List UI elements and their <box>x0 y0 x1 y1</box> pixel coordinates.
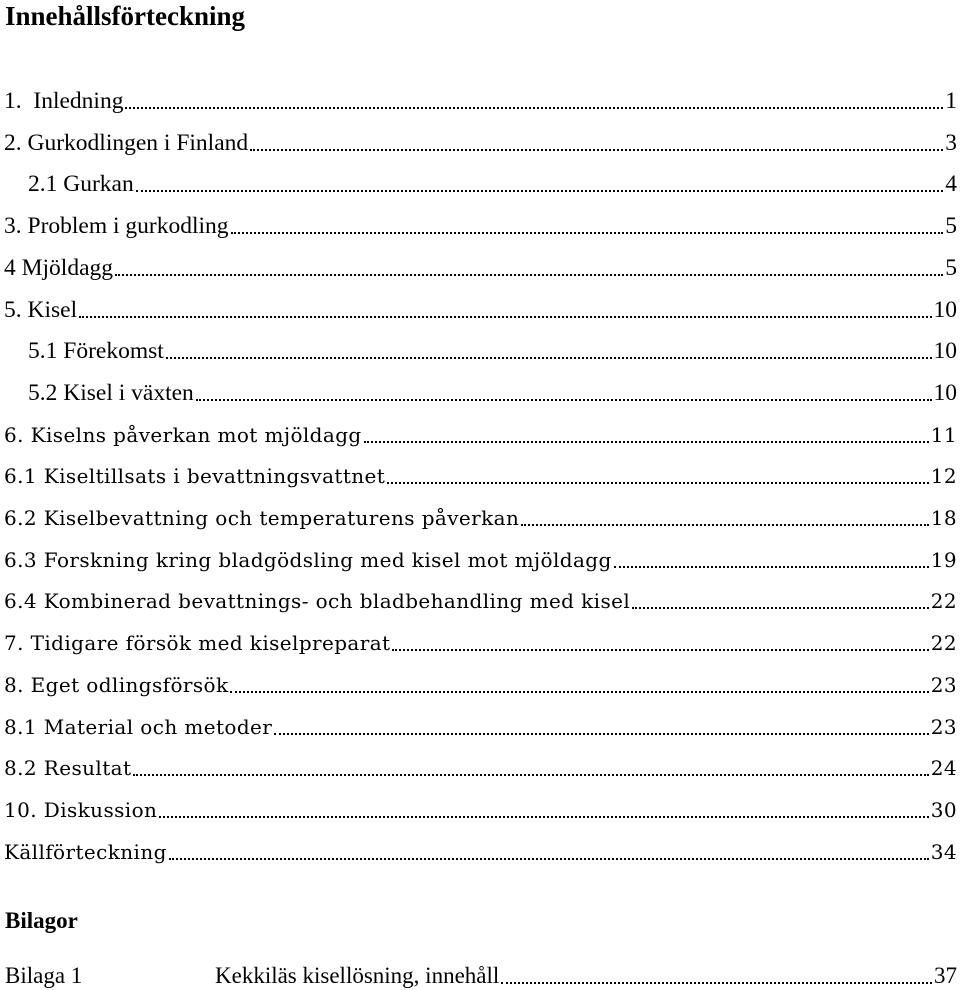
toc-entry[interactable] <box>0 492 957 532</box>
toc-entry-label: 6.3 Forskning kring bladgödsling med kisel mot mjöldagg <box>4 547 612 572</box>
dot-leader <box>521 523 928 526</box>
dot-leader <box>392 648 928 651</box>
toc-entry-label: 6.4 Kombinerad bevattnings- och bladbehandling med kisel <box>4 589 631 614</box>
toc-entry[interactable] <box>0 200 957 240</box>
toc-entry-label: 10. Diskussion <box>4 797 158 822</box>
toc-page-number: 12 <box>930 464 957 489</box>
toc-entry[interactable] <box>0 409 957 449</box>
dot-leader <box>632 606 929 609</box>
toc-page-number: 4 <box>945 171 957 198</box>
dot-leader <box>136 189 944 192</box>
dot-leader <box>115 273 943 276</box>
dot-leader <box>230 690 928 693</box>
appendix-entry <box>5 960 957 990</box>
toc-entry[interactable] <box>0 742 957 782</box>
toc-page-number: 10 <box>933 338 957 365</box>
dot-leader <box>79 315 931 318</box>
dot-leader <box>166 356 932 359</box>
dot-leader <box>387 481 929 484</box>
toc-page-number: 10 <box>933 379 957 406</box>
toc-entry-label: 6.1 Kiseltillsats i bevattningsvattnet <box>4 464 386 489</box>
page-title: Innehållsförteckning <box>5 1 246 31</box>
toc-page-number: 5 <box>945 213 957 240</box>
toc-entry-label: 5.1 Förekomst <box>28 338 164 365</box>
dot-leader <box>196 398 932 401</box>
dot-leader <box>274 732 929 735</box>
toc-page-number: 30 <box>930 797 957 822</box>
toc-entry-label: 3. Problem i gurkodling <box>4 213 229 240</box>
dot-leader <box>250 148 943 151</box>
toc-entry[interactable] <box>0 367 957 407</box>
toc-entry-label: 7. Tidigare försök med kiselpreparat <box>4 631 391 656</box>
toc-entry[interactable] <box>0 534 957 574</box>
toc-entry-label: 2. Gurkodlingen i Finland <box>4 129 249 156</box>
toc-page-number: 11 <box>930 422 957 447</box>
appendix-heading: Bilagor <box>5 908 78 933</box>
toc-page-number: 19 <box>930 547 957 572</box>
appendix-page-number: 37 <box>934 963 957 988</box>
toc-entry[interactable] <box>0 284 957 324</box>
toc-page-number: 23 <box>930 714 957 739</box>
toc-entry-label: 5.2 Kisel i växten <box>28 379 194 406</box>
toc-page-number: 23 <box>930 672 957 697</box>
toc-page-number: 22 <box>930 631 957 656</box>
toc-page-number: 1 <box>945 88 957 114</box>
toc-entry[interactable] <box>0 158 957 198</box>
toc-entry-label: 8. Eget odlingsförsök <box>4 672 229 697</box>
toc-entry-label: 2.1 Gurkan <box>28 171 134 198</box>
toc-entry-label: 8.2 Resultat <box>4 756 132 781</box>
toc-entry-label: 1. Inledning <box>4 88 124 114</box>
toc-entry[interactable] <box>0 450 957 490</box>
toc-page-number: 18 <box>930 506 957 530</box>
toc-page-number: 24 <box>930 756 957 781</box>
toc-entry[interactable] <box>0 117 957 157</box>
toc-entry-label: 6. Kiselns påverkan mot mjöldagg <box>4 422 362 447</box>
toc-entry[interactable] <box>0 826 957 866</box>
toc-entry[interactable] <box>0 75 957 115</box>
dot-leader <box>169 857 929 860</box>
toc-page-number: 22 <box>930 589 957 614</box>
toc-entry[interactable] <box>0 242 957 282</box>
toc-entry[interactable] <box>0 325 957 365</box>
toc-entry-label: 4 Mjöldagg <box>4 254 114 281</box>
toc-page-number: 5 <box>945 254 957 281</box>
dot-leader <box>133 773 928 776</box>
toc-entry-label: Källförteckning <box>4 839 167 864</box>
toc-entry[interactable] <box>0 659 957 699</box>
toc-entry-label: 5. Kisel <box>4 296 78 323</box>
toc-entry[interactable] <box>0 617 957 657</box>
appendix-label: Bilaga 1 <box>5 963 83 988</box>
toc-page-number: 10 <box>933 296 957 323</box>
toc-entry[interactable] <box>0 701 957 741</box>
dot-leader <box>364 440 929 443</box>
dot-leader <box>614 565 929 568</box>
dot-leader <box>125 106 943 109</box>
toc-entry[interactable] <box>0 575 957 615</box>
appendix-description: Kekkiläs kisellösning, innehåll <box>215 963 500 988</box>
dot-leader <box>501 981 932 984</box>
toc-entry[interactable] <box>0 784 957 824</box>
toc-page-number: 34 <box>930 839 957 864</box>
toc-entry-label: 6.2 Kiselbevattning och temperaturens påverkan <box>4 506 520 530</box>
dot-leader <box>231 231 944 234</box>
toc-page-number: 3 <box>945 129 957 156</box>
dot-leader <box>159 815 928 818</box>
toc-entry-label: 8.1 Material och metoder <box>4 714 273 739</box>
